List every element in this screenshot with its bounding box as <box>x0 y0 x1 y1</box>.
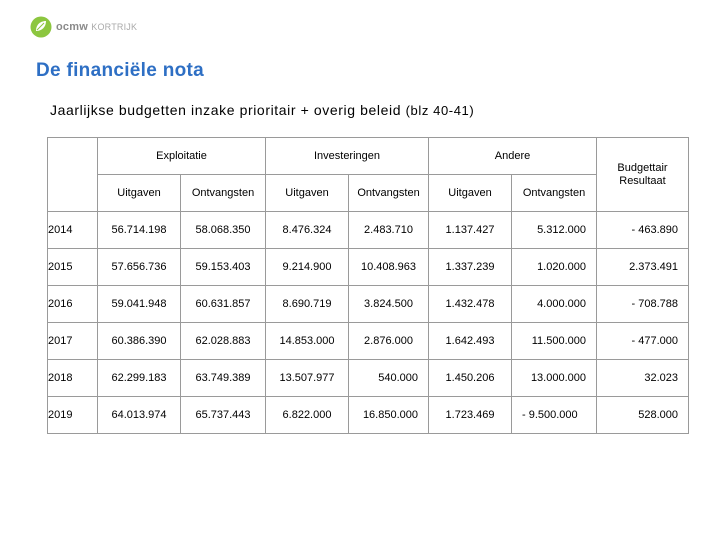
andere-uitgaven-cell: 1.723.469 <box>429 397 512 434</box>
header-exploitatie-uitgaven: Uitgaven <box>98 175 181 212</box>
header-exploitatie-ontvangsten: Ontvangsten <box>181 175 266 212</box>
table-row <box>48 249 689 286</box>
resultaat-cell: - 708.788 <box>597 286 689 323</box>
table-header-groups <box>48 138 689 175</box>
investeringen-ontvangsten-cell: 2.483.710 <box>349 212 429 249</box>
header-budgettair-resultaat <box>597 138 689 212</box>
investeringen-ontvangsten-cell: 3.824.500 <box>349 286 429 323</box>
table-row <box>48 397 689 434</box>
year-cell: 2016 <box>48 286 98 323</box>
investeringen-ontvangsten-cell: 540.000 <box>349 360 429 397</box>
header-andere: Andere <box>429 138 597 175</box>
investeringen-uitgaven-cell: 6.822.000 <box>266 397 349 434</box>
andere-uitgaven-cell: 1.137.427 <box>429 212 512 249</box>
ocmw-leaf-logo-icon <box>30 16 52 38</box>
year-cell: 2018 <box>48 360 98 397</box>
exploitatie-ontvangsten-cell: 65.737.443 <box>181 397 266 434</box>
year-cell: 2014 <box>48 212 98 249</box>
investeringen-ontvangsten-cell: 10.408.963 <box>349 249 429 286</box>
investeringen-uitgaven-cell: 13.507.977 <box>266 360 349 397</box>
header-investeringen-uitgaven: Uitgaven <box>266 175 349 212</box>
andere-ontvangsten-cell: 5.312.000 <box>512 212 597 249</box>
budget-table <box>47 137 689 434</box>
resultaat-cell: - 463.890 <box>597 212 689 249</box>
table-row <box>48 212 689 249</box>
investeringen-uitgaven-cell: 8.476.324 <box>266 212 349 249</box>
header-resultaat-label: Budgettair Resultaat <box>617 161 668 187</box>
andere-uitgaven-cell: 1.432.478 <box>429 286 512 323</box>
exploitatie-uitgaven-cell: 59.041.948 <box>98 286 181 323</box>
header-andere-uitgaven: Uitgaven <box>429 175 512 212</box>
resultaat-cell: 2.373.491 <box>597 249 689 286</box>
exploitatie-ontvangsten-cell: 62.028.883 <box>181 323 266 360</box>
exploitatie-ontvangsten-cell: 63.749.389 <box>181 360 266 397</box>
andere-ontvangsten-cell: - 9.500.000 <box>512 397 597 434</box>
table-corner-cell <box>48 138 98 212</box>
year-cell: 2015 <box>48 249 98 286</box>
investeringen-uitgaven-cell: 9.214.900 <box>266 249 349 286</box>
exploitatie-uitgaven-cell: 57.656.736 <box>98 249 181 286</box>
andere-ontvangsten-cell: 1.020.000 <box>512 249 597 286</box>
exploitatie-ontvangsten-cell: 59.153.403 <box>181 249 266 286</box>
andere-uitgaven-cell: 1.450.206 <box>429 360 512 397</box>
header-investeringen: Investeringen <box>266 138 429 175</box>
logo-city: KORTRIJK <box>91 22 138 32</box>
page-title: De financiële nota <box>36 60 204 81</box>
subtitle <box>50 102 474 118</box>
logo-wordmark <box>56 21 137 33</box>
andere-uitgaven-cell: 1.337.239 <box>429 249 512 286</box>
resultaat-cell: 32.023 <box>597 360 689 397</box>
exploitatie-ontvangsten-cell: 58.068.350 <box>181 212 266 249</box>
table-header-subcolumns <box>48 175 689 212</box>
andere-ontvangsten-cell: 4.000.000 <box>512 286 597 323</box>
resultaat-cell: - 477.000 <box>597 323 689 360</box>
table-row <box>48 323 689 360</box>
header-exploitatie: Exploitatie <box>98 138 266 175</box>
andere-ontvangsten-cell: 13.000.000 <box>512 360 597 397</box>
andere-ontvangsten-cell: 11.500.000 <box>512 323 597 360</box>
subtitle-text: Jaarlijkse budgetten inzake prioritair + overig beleid <box>50 102 402 118</box>
header-andere-ontvangsten: Ontvangsten <box>512 175 597 212</box>
subtitle-page-reference: (blz 40-41) <box>405 103 475 118</box>
year-cell: 2019 <box>48 397 98 434</box>
andere-uitgaven-cell: 1.642.493 <box>429 323 512 360</box>
resultaat-cell: 528.000 <box>597 397 689 434</box>
investeringen-ontvangsten-cell: 16.850.000 <box>349 397 429 434</box>
header-investeringen-ontvangsten: Ontvangsten <box>349 175 429 212</box>
logo-brand: ocmw <box>56 21 88 33</box>
exploitatie-uitgaven-cell: 62.299.183 <box>98 360 181 397</box>
exploitatie-uitgaven-cell: 56.714.198 <box>98 212 181 249</box>
organization-logo <box>30 16 137 38</box>
table-row <box>48 286 689 323</box>
table-row <box>48 360 689 397</box>
investeringen-ontvangsten-cell: 2.876.000 <box>349 323 429 360</box>
exploitatie-uitgaven-cell: 60.386.390 <box>98 323 181 360</box>
exploitatie-uitgaven-cell: 64.013.974 <box>98 397 181 434</box>
investeringen-uitgaven-cell: 14.853.000 <box>266 323 349 360</box>
year-cell: 2017 <box>48 323 98 360</box>
exploitatie-ontvangsten-cell: 60.631.857 <box>181 286 266 323</box>
investeringen-uitgaven-cell: 8.690.719 <box>266 286 349 323</box>
